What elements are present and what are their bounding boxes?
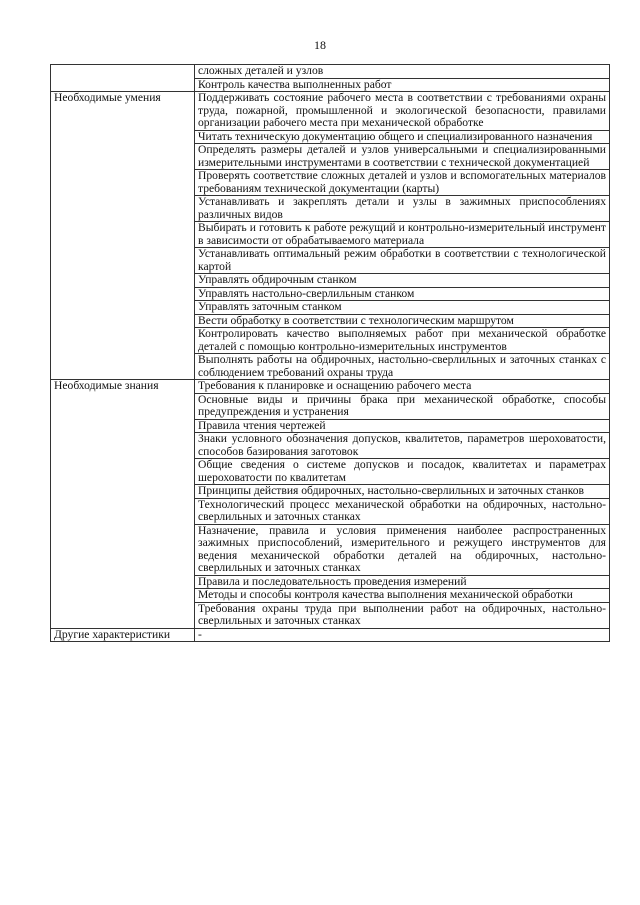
- requirement-item: Принципы действия обдирочных, настольно-сверлильных и заточных станков: [195, 485, 610, 499]
- requirement-item: Правила и последовательность проведения измерений: [195, 575, 610, 589]
- requirement-item: Контролировать качество выполняемых работ при механической обработке деталей с помощью контрольно-измерительных инструментов: [195, 328, 610, 354]
- requirement-item: Поддерживать состояние рабочего места в соответствии с требованиями охраны труда, пожарной, промышленной и экологической безопасности, правилами организации рабочего места при механической обработке: [195, 92, 610, 131]
- requirement-item: Выполнять работы на обдирочных, настольно-сверлильных и заточных станках с соблюдением требований охраны труда: [195, 354, 610, 380]
- requirement-item: Требования охраны труда при выполнении работ на обдирочных, настольно-сверлильных и заточных станках: [195, 602, 610, 628]
- requirement-item: Контроль качества выполненных работ: [195, 78, 610, 92]
- table-row: [51, 628, 610, 642]
- requirement-item: сложных деталей и узлов: [195, 65, 610, 79]
- requirement-item: Управлять настольно-сверлильным станком: [195, 287, 610, 301]
- requirement-item: Проверять соответствие сложных деталей и узлов и вспомогательных материалов требованиям технической документации (карты): [195, 170, 610, 196]
- section-label: [51, 65, 195, 92]
- requirements-table: [50, 64, 610, 642]
- section-label: Необходимые знания: [51, 380, 195, 629]
- table-row: [51, 65, 610, 79]
- requirement-item: Требования к планировке и оснащению рабочего места: [195, 380, 610, 394]
- requirement-item: Устанавливать и закреплять детали и узлы в зажимных приспособлениях различных видов: [195, 196, 610, 222]
- requirement-item: Вести обработку в соответствии с технологическим маршрутом: [195, 314, 610, 328]
- requirements-table-body: [51, 65, 610, 642]
- requirement-item: Управлять заточным станком: [195, 301, 610, 315]
- requirement-item: Основные виды и причины брака при механической обработке, способы предупреждения и устранения: [195, 393, 610, 419]
- requirement-item: Читать техническую документацию общего и специализированного назначения: [195, 130, 610, 144]
- requirement-item: Общие сведения о системе допусков и посадок, квалитетах и параметрах шероховатости по квалитетам: [195, 459, 610, 485]
- section-label: Необходимые умения: [51, 92, 195, 380]
- table-row: [51, 92, 610, 131]
- requirement-item: Методы и способы контроля качества выполнения механической обработки: [195, 589, 610, 603]
- requirement-item: Назначение, правила и условия применения наиболее распространенных зажимных приспособлений, измерительного и режущего инструментов для ведения механической обработки деталей на обдирочных, настольно-сверлильных и заточных станках: [195, 524, 610, 575]
- section-label: Другие характеристики: [51, 628, 195, 642]
- requirement-item: Управлять обдирочным станком: [195, 274, 610, 288]
- requirement-item: Технологический процесс механической обработки на обдирочных, настольно-сверлильных и заточных станках: [195, 498, 610, 524]
- requirement-item: Определять размеры деталей и узлов универсальными и специализированными измерительными инструментами в соответствии с технической документацией: [195, 144, 610, 170]
- table-row: [51, 380, 610, 394]
- requirement-item: Знаки условного обозначения допусков, квалитетов, параметров шероховатости, способов базирования заготовок: [195, 433, 610, 459]
- requirement-item: Устанавливать оптимальный режим обработки в соответствии с технологической картой: [195, 248, 610, 274]
- requirement-item: Выбирать и готовить к работе режущий и контрольно-измерительный инструмент в зависимости от обрабатываемого материала: [195, 222, 610, 248]
- requirement-item: Правила чтения чертежей: [195, 419, 610, 433]
- requirement-item: -: [195, 628, 610, 642]
- page-number: 18: [314, 38, 326, 52]
